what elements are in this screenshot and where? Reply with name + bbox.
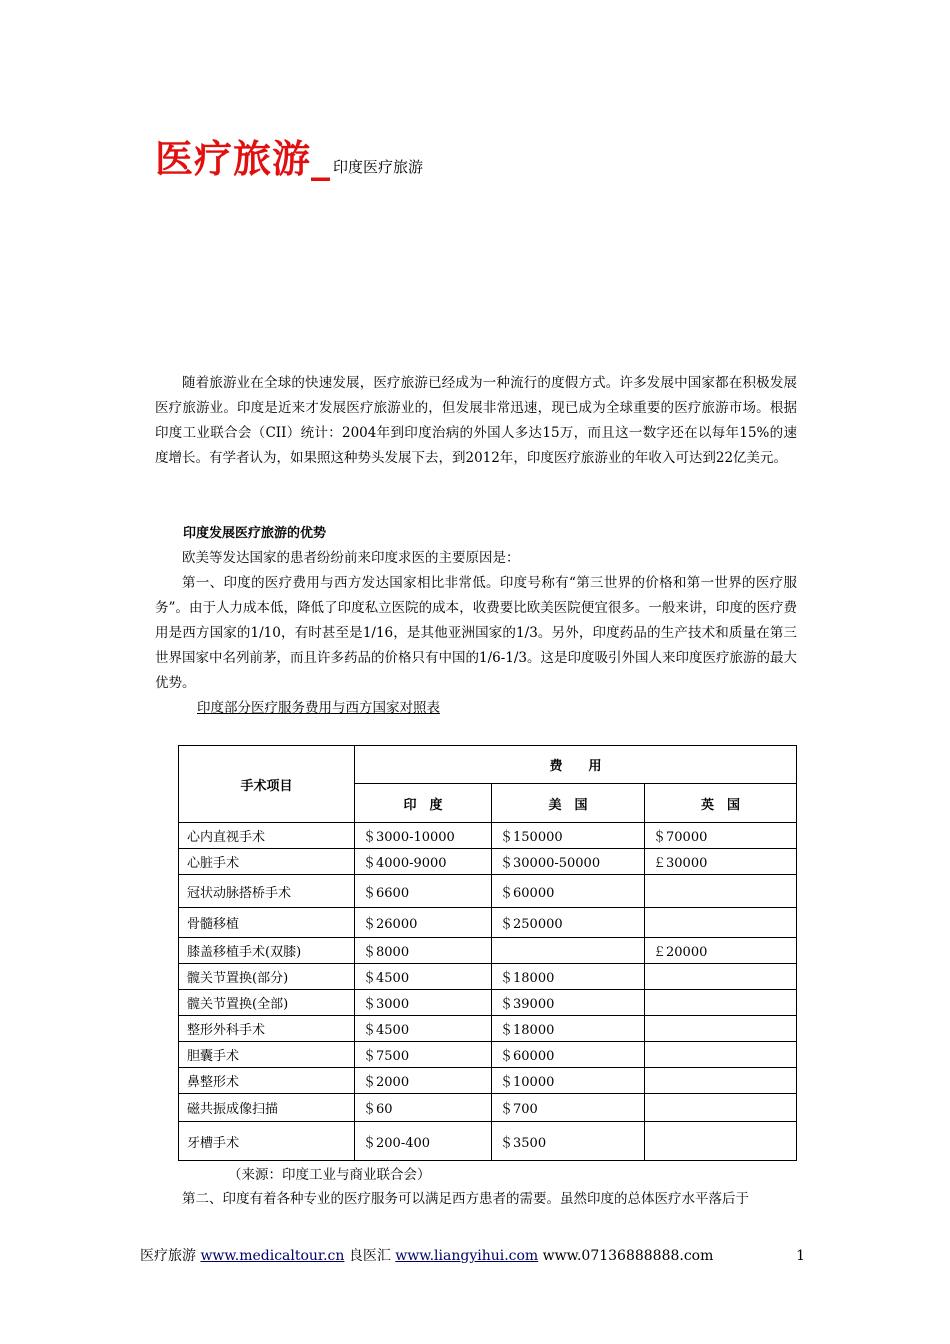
intro-paragraph: 随着旅游业在全球的快速发展，医疗旅游已经成为一种流行的度假方式。许多发展中国家都在积极发展医疗旅游业。印度是近来才发展医疗旅游业的，但发展非常迅速，现已成为全球重要的医疗旅游市场。根据印度工业联合会（CII）统计：2004年到印度治病的外国人多达15万，而且这一数字还在以每年15%的速度增长。有学者认为，如果照这种势头发展下去，到2012年，印度医疗旅游业的年收入可达到22亿美元。 (155, 375, 797, 466)
footer-label-medicaltour: 医疗旅游 (140, 1248, 196, 1264)
cell-item: 膝盖移植手术(双膝) (179, 938, 355, 964)
footer-link-medicaltour[interactable]: www.medicaltour.cn (200, 1248, 345, 1264)
cell-india: ＄3000 (355, 990, 492, 1016)
header-uk: 英 国 (645, 784, 797, 823)
header-us: 美 国 (492, 784, 645, 823)
cell-uk: ￡30000 (645, 849, 797, 875)
table-row (179, 875, 797, 908)
cell-us (492, 938, 645, 964)
header-item: 手术项目 (179, 746, 355, 823)
cell-us: ＄39000 (492, 990, 645, 1016)
cell-item: 冠状动脉搭桥手术 (179, 875, 355, 908)
cell-us: ＄18000 (492, 964, 645, 990)
cell-india: ＄4500 (355, 1016, 492, 1042)
footer-label-liangyihui: 良医汇 (348, 1248, 391, 1264)
page-footer (140, 1246, 805, 1266)
cell-item: 髋关节置换(全部) (179, 990, 355, 1016)
title-main: 医疗旅游_ (155, 137, 332, 181)
table-row (179, 964, 797, 990)
table-row (179, 908, 797, 938)
cell-india: ＄7500 (355, 1042, 492, 1068)
cell-uk (645, 908, 797, 938)
cell-india: ＄2000 (355, 1068, 492, 1094)
cell-india: ＄200-400 (355, 1122, 492, 1161)
cell-item: 心脏手术 (179, 849, 355, 875)
cost-comparison-table (178, 745, 797, 1161)
header-india: 印 度 (355, 784, 492, 823)
cell-india: ＄8000 (355, 938, 492, 964)
cell-uk: ＄70000 (645, 823, 797, 849)
table-row (179, 938, 797, 964)
cell-india: ＄6600 (355, 875, 492, 908)
cell-india: ＄60 (355, 1094, 492, 1122)
cell-us: ＄10000 (492, 1068, 645, 1094)
cell-item: 鼻整形术 (179, 1068, 355, 1094)
table-row (179, 823, 797, 849)
page-number: 1 (796, 1248, 805, 1264)
cell-us: ＄700 (492, 1094, 645, 1122)
document-title (155, 128, 423, 183)
cell-uk (645, 1068, 797, 1094)
cell-us: ＄30000-50000 (492, 849, 645, 875)
cell-us: ＄60000 (492, 875, 645, 908)
cell-item: 牙槽手术 (179, 1122, 355, 1161)
table-row (179, 849, 797, 875)
table-row (179, 1042, 797, 1068)
header-cost: 费 用 (355, 746, 797, 784)
cell-item: 髋关节置换(部分) (179, 964, 355, 990)
cell-us: ＄150000 (492, 823, 645, 849)
cell-uk (645, 1042, 797, 1068)
table-row (179, 990, 797, 1016)
cell-item: 胆囊手术 (179, 1042, 355, 1068)
cell-item: 磁共振成像扫描 (179, 1094, 355, 1122)
table-row (179, 1016, 797, 1042)
footer-link-liangyihui[interactable]: www.liangyihui.com (395, 1248, 539, 1264)
table-row (179, 1068, 797, 1094)
reason-one-paragraph: 第一、印度的医疗费用与西方发达国家相比非常低。印度号称有“第三世界的价格和第一世界的医疗服务”。由于人力成本低，降低了印度私立医院的成本，收费要比欧美医院便宜很多。一般来讲，印度的医疗费用是西方国家的1/10，有时甚至是1/16，是其他亚洲国家的1/3。另外，印度药品的生产技术和质量在第三世界国家中名列前茅，而且许多药品的价格只有中国的1/6-1/3。这是印度吸引外国人来印度医疗旅游的最大优势。 (155, 575, 798, 691)
cell-uk: ￡20000 (645, 938, 797, 964)
reason-intro-paragraph: 欧美等发达国家的患者纷纷前来印度求医的主要原因是： (182, 550, 520, 566)
cell-india: ＄3000-10000 (355, 823, 492, 849)
cell-uk (645, 1094, 797, 1122)
cell-uk (645, 990, 797, 1016)
cell-item: 整形外科手术 (179, 1016, 355, 1042)
cell-india: ＄4500 (355, 964, 492, 990)
cell-item: 骨髓移植 (179, 908, 355, 938)
cell-uk (645, 964, 797, 990)
title-subtitle: 印度医疗旅游 (333, 158, 424, 176)
cell-india: ＄26000 (355, 908, 492, 938)
reason-two-paragraph: 第二、印度有着各种专业的医疗服务可以满足西方患者的需要。虽然印度的总体医疗水平落后于 (182, 1191, 749, 1207)
cell-uk (645, 875, 797, 908)
table-source: （来源：印度工业与商业联合会） (228, 1167, 431, 1183)
cell-us: ＄60000 (492, 1042, 645, 1068)
table-caption: 印度部分医疗服务费用与西方国家对照表 (197, 700, 440, 716)
cell-item: 心内直视手术 (179, 823, 355, 849)
cell-us: ＄18000 (492, 1016, 645, 1042)
footer-site-phone: www.07136888888.com (542, 1248, 714, 1264)
cell-us: ＄250000 (492, 908, 645, 938)
section-heading: 印度发展医疗旅游的优势 (183, 526, 327, 541)
table-row (179, 1094, 797, 1122)
cell-uk (645, 1122, 797, 1161)
table-row (179, 1122, 797, 1161)
cell-india: ＄4000-9000 (355, 849, 492, 875)
cell-us: ＄3500 (492, 1122, 645, 1161)
cell-uk (645, 1016, 797, 1042)
table-header-row (179, 746, 797, 784)
